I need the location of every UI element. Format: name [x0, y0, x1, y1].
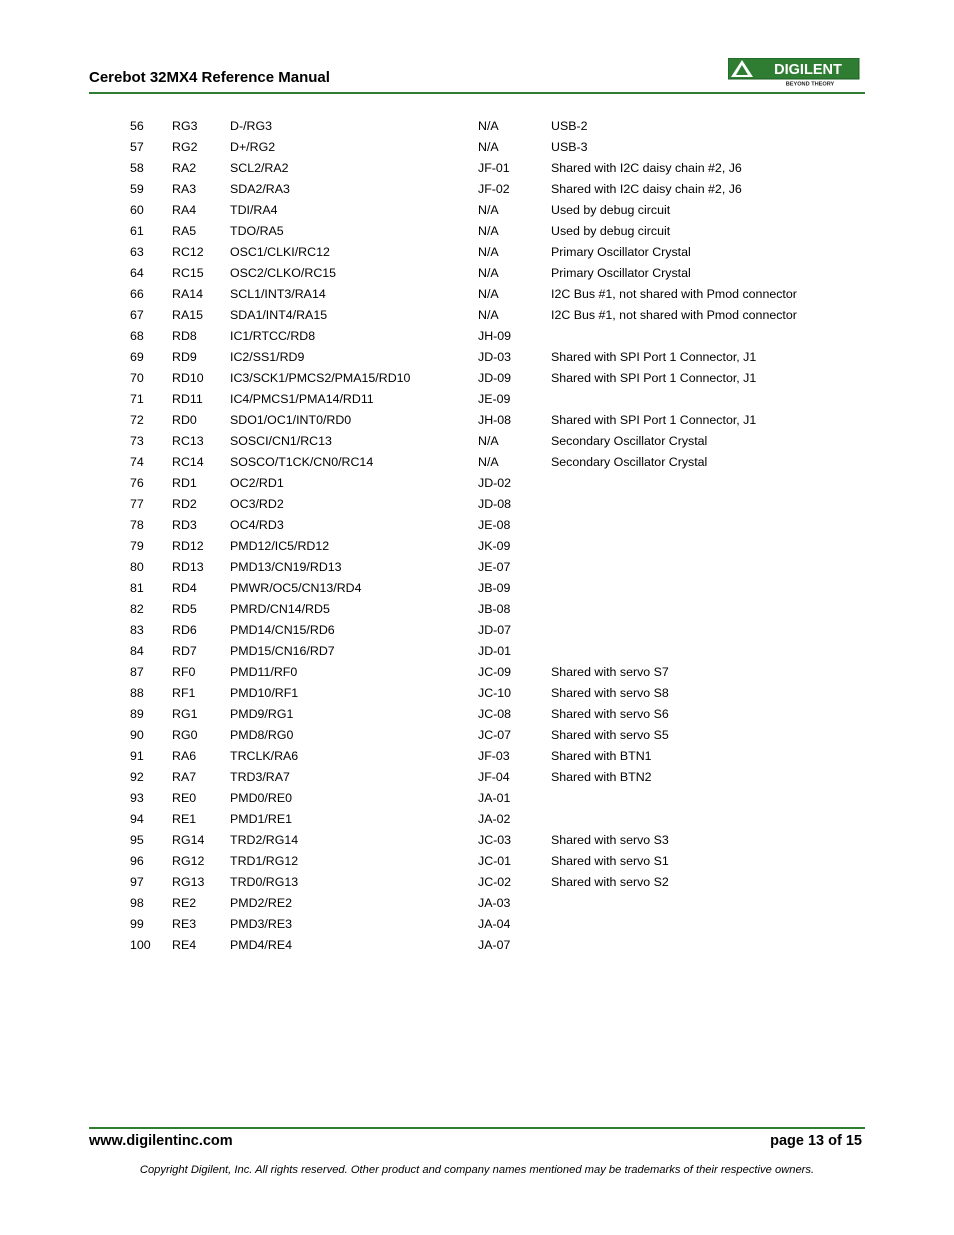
pin-function-cell: PMRD/CN14/RD5	[230, 601, 330, 616]
connector-pin-cell: N/A	[478, 265, 499, 280]
pin-function-cell: TDO/RA5	[230, 223, 284, 238]
pin-notes-cell: I2C Bus #1, not shared with Pmod connector	[551, 286, 797, 301]
table-row	[120, 367, 871, 388]
pin-number-cell: 99	[130, 916, 144, 931]
pin-number-cell: 96	[130, 853, 144, 868]
pin-notes-cell	[551, 787, 871, 808]
pin-function-cell: PMWR/OC5/CN13/RD4	[230, 580, 362, 595]
table-row	[120, 829, 871, 850]
port-name-cell: RD6	[172, 622, 197, 637]
pin-notes-cell: I2C Bus #1, not shared with Pmod connector	[551, 307, 797, 322]
connector-pin-cell: JA-01	[478, 790, 511, 805]
pin-notes-cell: Shared with SPI Port 1 Connector, J1	[551, 412, 757, 427]
table-row	[120, 451, 871, 472]
pin-table-body	[120, 115, 871, 955]
pin-function-cell: PMD8/RG0	[230, 727, 294, 742]
port-name-cell: RF0	[172, 664, 196, 679]
connector-pin-cell: JA-04	[478, 916, 511, 931]
table-row	[120, 472, 871, 493]
pin-number-cell: 72	[130, 412, 144, 427]
connector-pin-cell: JC-08	[478, 706, 512, 721]
port-name-cell: RD7	[172, 643, 197, 658]
port-name-cell: RD9	[172, 349, 197, 364]
pin-notes-cell	[551, 472, 871, 493]
pin-function-cell: SOSCO/T1CK/CN0/RC14	[230, 454, 374, 469]
connector-pin-cell: JF-01	[478, 160, 510, 175]
table-row	[120, 766, 871, 787]
pin-number-cell: 98	[130, 895, 144, 910]
pin-function-cell: PMD10/RF1	[230, 685, 299, 700]
pin-function-cell: PMD9/RG1	[230, 706, 294, 721]
table-row	[120, 199, 871, 220]
connector-pin-cell: JC-09	[478, 664, 512, 679]
pin-notes-cell: Used by debug circuit	[551, 202, 671, 217]
pin-number-cell: 56	[130, 118, 144, 133]
pin-number-cell: 94	[130, 811, 144, 826]
port-name-cell: RG3	[172, 118, 198, 133]
pin-number-cell: 64	[130, 265, 144, 280]
pin-number-cell: 100	[130, 937, 151, 952]
table-row	[120, 241, 871, 262]
pin-notes-cell	[551, 577, 871, 598]
pin-notes-cell: Secondary Oscillator Crystal	[551, 454, 708, 469]
page-number: page 13 of 15	[770, 1133, 862, 1149]
connector-pin-cell: JC-01	[478, 853, 512, 868]
pin-function-cell: D+/RG2	[230, 139, 276, 154]
connector-pin-cell: N/A	[478, 433, 499, 448]
pin-notes-cell	[551, 493, 871, 514]
pin-number-cell: 76	[130, 475, 144, 490]
table-row	[120, 913, 871, 934]
pin-function-cell: D-/RG3	[230, 118, 272, 133]
connector-pin-cell: JC-03	[478, 832, 512, 847]
connector-pin-cell: JB-09	[478, 580, 511, 595]
pin-notes-cell: Shared with servo S6	[551, 706, 669, 721]
connector-pin-cell: JD-09	[478, 370, 512, 385]
table-row	[120, 871, 871, 892]
pin-notes-cell: Secondary Oscillator Crystal	[551, 433, 708, 448]
port-name-cell: RA6	[172, 748, 197, 763]
pin-function-cell: SCL2/RA2	[230, 160, 289, 175]
table-row	[120, 388, 871, 409]
pin-number-cell: 88	[130, 685, 144, 700]
table-row	[120, 346, 871, 367]
pin-notes-cell	[551, 892, 871, 913]
connector-pin-cell: JD-08	[478, 496, 512, 511]
port-name-cell: RD5	[172, 601, 197, 616]
pin-number-cell: 92	[130, 769, 144, 784]
connector-pin-cell: JK-09	[478, 538, 511, 553]
pin-function-cell: OC3/RD2	[230, 496, 284, 511]
port-name-cell: RE0	[172, 790, 197, 805]
port-name-cell: RA14	[172, 286, 203, 301]
pin-number-cell: 57	[130, 139, 144, 154]
pin-number-cell: 79	[130, 538, 144, 553]
pin-function-cell: IC3/SCK1/PMCS2/PMA15/RD10	[230, 370, 411, 385]
digilent-logo	[728, 58, 860, 88]
pin-function-cell: IC1/RTCC/RD8	[230, 328, 316, 343]
pin-number-cell: 80	[130, 559, 144, 574]
connector-pin-cell: JD-03	[478, 349, 512, 364]
pin-notes-cell	[551, 598, 871, 619]
pin-number-cell: 68	[130, 328, 144, 343]
pin-notes-cell: Shared with BTN1	[551, 748, 652, 763]
connector-pin-cell: N/A	[478, 118, 499, 133]
connector-pin-cell: N/A	[478, 244, 499, 259]
table-row	[120, 808, 871, 829]
port-name-cell: RD2	[172, 496, 197, 511]
port-name-cell: RA7	[172, 769, 197, 784]
pin-number-cell: 73	[130, 433, 144, 448]
port-name-cell: RC15	[172, 265, 204, 280]
pin-notes-cell: USB-2	[551, 118, 588, 133]
table-row	[120, 178, 871, 199]
connector-pin-cell: JB-08	[478, 601, 511, 616]
table-row	[120, 892, 871, 913]
port-name-cell: RD1	[172, 475, 197, 490]
table-row	[120, 724, 871, 745]
connector-pin-cell: JH-08	[478, 412, 512, 427]
pin-function-cell: PMD0/RE0	[230, 790, 292, 805]
pin-function-cell: SCL1/INT3/RA14	[230, 286, 326, 301]
pin-number-cell: 66	[130, 286, 144, 301]
port-name-cell: RE1	[172, 811, 197, 826]
table-row	[120, 745, 871, 766]
pin-function-cell: OSC1/CLKI/RC12	[230, 244, 330, 259]
pin-function-cell: TRD2/RG14	[230, 832, 299, 847]
pin-notes-cell	[551, 325, 871, 346]
pin-notes-cell: Shared with servo S2	[551, 874, 669, 889]
connector-pin-cell: JA-07	[478, 937, 511, 952]
connector-pin-cell: JD-02	[478, 475, 512, 490]
table-row	[120, 535, 871, 556]
pin-notes-cell: Shared with servo S1	[551, 853, 669, 868]
table-row	[120, 409, 871, 430]
port-name-cell: RD10	[172, 370, 204, 385]
pin-function-cell: OC2/RD1	[230, 475, 284, 490]
port-name-cell: RG1	[172, 706, 198, 721]
port-name-cell: RD0	[172, 412, 197, 427]
connector-pin-cell: JF-03	[478, 748, 510, 763]
pin-number-cell: 90	[130, 727, 144, 742]
port-name-cell: RD8	[172, 328, 197, 343]
pin-function-cell: PMD4/RE4	[230, 937, 292, 952]
pin-function-cell: SOSCI/CN1/RC13	[230, 433, 332, 448]
pin-number-cell: 63	[130, 244, 144, 259]
pin-number-cell: 67	[130, 307, 144, 322]
table-row	[120, 787, 871, 808]
connector-pin-cell: JF-02	[478, 181, 510, 196]
connector-pin-cell: N/A	[478, 307, 499, 322]
header-divider	[89, 92, 865, 94]
pin-number-cell: 78	[130, 517, 144, 532]
pin-notes-cell	[551, 808, 871, 829]
table-row	[120, 640, 871, 661]
pin-function-cell: PMD1/RE1	[230, 811, 292, 826]
connector-pin-cell: JD-01	[478, 643, 512, 658]
table-row	[120, 325, 871, 346]
pin-function-cell: PMD2/RE2	[230, 895, 292, 910]
pin-notes-cell: Used by debug circuit	[551, 223, 671, 238]
pin-notes-cell: Primary Oscillator Crystal	[551, 244, 691, 259]
table-row	[120, 304, 871, 325]
port-name-cell: RD12	[172, 538, 204, 553]
port-name-cell: RA5	[172, 223, 197, 238]
pin-notes-cell: Shared with SPI Port 1 Connector, J1	[551, 370, 757, 385]
port-name-cell: RC14	[172, 454, 204, 469]
connector-pin-cell: JA-03	[478, 895, 511, 910]
pin-notes-cell: Shared with BTN2	[551, 769, 652, 784]
table-row	[120, 115, 871, 136]
digilent-triangle-icon	[728, 58, 860, 88]
pin-function-cell: SDO1/OC1/INT0/RD0	[230, 412, 352, 427]
pin-notes-cell: Shared with servo S5	[551, 727, 669, 742]
pin-function-cell: TRD1/RG12	[230, 853, 299, 868]
table-row	[120, 619, 871, 640]
port-name-cell: RC13	[172, 433, 204, 448]
pin-number-cell: 61	[130, 223, 144, 238]
pin-notes-cell	[551, 535, 871, 556]
footer-website: www.digilentinc.com	[89, 1133, 233, 1149]
connector-pin-cell: JE-08	[478, 517, 511, 532]
table-row	[120, 157, 871, 178]
connector-pin-cell: JA-02	[478, 811, 511, 826]
pin-number-cell: 69	[130, 349, 144, 364]
pin-notes-cell: Shared with I2C daisy chain #2, J6	[551, 181, 742, 196]
pin-function-cell: PMD11/RF0	[230, 664, 298, 679]
footer-divider	[89, 1127, 865, 1129]
table-row	[120, 850, 871, 871]
table-row	[120, 514, 871, 535]
pin-number-cell: 97	[130, 874, 144, 889]
pin-function-cell: SDA2/RA3	[230, 181, 290, 196]
table-row	[120, 493, 871, 514]
pin-number-cell: 84	[130, 643, 144, 658]
port-name-cell: RD3	[172, 517, 197, 532]
pin-number-cell: 91	[130, 748, 144, 763]
pin-function-cell: OC4/RD3	[230, 517, 284, 532]
connector-pin-cell: N/A	[478, 223, 499, 238]
connector-pin-cell: JC-10	[478, 685, 512, 700]
pin-notes-cell: Shared with servo S8	[551, 685, 669, 700]
port-name-cell: RD4	[172, 580, 197, 595]
pin-notes-cell	[551, 934, 871, 955]
table-row	[120, 262, 871, 283]
port-name-cell: RA3	[172, 181, 197, 196]
pin-function-cell: IC2/SS1/RD9	[230, 349, 305, 364]
pin-number-cell: 95	[130, 832, 144, 847]
pin-function-cell: TRD0/RG13	[230, 874, 299, 889]
pin-number-cell: 74	[130, 454, 144, 469]
table-row	[120, 682, 871, 703]
port-name-cell: RD13	[172, 559, 204, 574]
table-row	[120, 136, 871, 157]
connector-pin-cell: N/A	[478, 286, 499, 301]
pin-notes-cell	[551, 619, 871, 640]
port-name-cell: RC12	[172, 244, 204, 259]
port-name-cell: RD11	[172, 391, 203, 406]
copyright-notice: Copyright Digilent, Inc. All rights reserved. Other product and company names mentioned may be trademarks of their respective owners.	[139, 1164, 815, 1176]
port-name-cell: RG0	[172, 727, 198, 742]
connector-pin-cell: JE-09	[478, 391, 511, 406]
pin-notes-cell	[551, 640, 871, 661]
pin-number-cell: 70	[130, 370, 144, 385]
pin-function-cell: PMD15/CN16/RD7	[230, 643, 335, 658]
connector-pin-cell: JF-04	[478, 769, 510, 784]
document-title: Cerebot 32MX4 Reference Manual	[89, 69, 330, 86]
pin-number-cell: 77	[130, 496, 144, 511]
connector-pin-cell: JC-02	[478, 874, 512, 889]
pin-number-cell: 89	[130, 706, 144, 721]
table-row	[120, 283, 871, 304]
pin-number-cell: 82	[130, 601, 144, 616]
table-row	[120, 220, 871, 241]
pin-function-cell: OSC2/CLKO/RC15	[230, 265, 337, 280]
port-name-cell: RE4	[172, 937, 197, 952]
pin-function-cell: IC4/PMCS1/PMA14/RD11	[230, 391, 374, 406]
connector-pin-cell: N/A	[478, 454, 499, 469]
port-name-cell: RA15	[172, 307, 203, 322]
pin-notes-cell	[551, 913, 871, 934]
pin-notes-cell	[551, 556, 871, 577]
port-name-cell: RA2	[172, 160, 197, 175]
port-name-cell: RE2	[172, 895, 197, 910]
table-row	[120, 703, 871, 724]
table-row	[120, 556, 871, 577]
pin-function-cell: TDI/RA4	[230, 202, 278, 217]
port-name-cell: RF1	[172, 685, 196, 700]
pin-table	[120, 115, 871, 955]
connector-pin-cell: N/A	[478, 202, 499, 217]
pin-number-cell: 59	[130, 181, 144, 196]
connector-pin-cell: JC-07	[478, 727, 512, 742]
pin-function-cell: PMD13/CN19/RD13	[230, 559, 342, 574]
port-name-cell: RG2	[172, 139, 198, 154]
pin-function-cell: PMD3/RE3	[230, 916, 292, 931]
table-row	[120, 661, 871, 682]
connector-pin-cell: JD-07	[478, 622, 512, 637]
pin-notes-cell	[551, 388, 871, 409]
pin-function-cell: TRCLK/RA6	[230, 748, 299, 763]
connector-pin-cell: JH-09	[478, 328, 512, 343]
pin-function-cell: PMD14/CN15/RD6	[230, 622, 335, 637]
connector-pin-cell: N/A	[478, 139, 499, 154]
table-row	[120, 934, 871, 955]
port-name-cell: RE3	[172, 916, 197, 931]
pin-notes-cell: Shared with servo S3	[551, 832, 669, 847]
pin-function-cell: PMD12/IC5/RD12	[230, 538, 330, 553]
port-name-cell: RG13	[172, 874, 205, 889]
table-row	[120, 577, 871, 598]
pin-number-cell: 58	[130, 160, 144, 175]
pin-notes-cell	[551, 514, 871, 535]
pin-function-cell: TRD3/RA7	[230, 769, 290, 784]
pin-notes-cell: Shared with servo S7	[551, 664, 669, 679]
pin-notes-cell: Shared with I2C daisy chain #2, J6	[551, 160, 742, 175]
table-row	[120, 598, 871, 619]
port-name-cell: RG14	[172, 832, 205, 847]
port-name-cell: RA4	[172, 202, 197, 217]
pin-notes-cell: Shared with SPI Port 1 Connector, J1	[551, 349, 757, 364]
logo-tagline-text: BEYOND THEORY	[785, 81, 835, 88]
pin-number-cell: 71	[130, 391, 144, 406]
port-name-cell: RG12	[172, 853, 205, 868]
pin-number-cell: 83	[130, 622, 144, 637]
pin-number-cell: 81	[130, 580, 144, 595]
pin-number-cell: 87	[130, 664, 144, 679]
table-row	[120, 430, 871, 451]
pin-notes-cell: Primary Oscillator Crystal	[551, 265, 691, 280]
logo-brand-text: DIGILENT	[774, 62, 842, 78]
pin-number-cell: 93	[130, 790, 144, 805]
pin-number-cell: 60	[130, 202, 144, 217]
pin-function-cell: SDA1/INT4/RA15	[230, 307, 328, 322]
pin-notes-cell: USB-3	[551, 139, 588, 154]
connector-pin-cell: JE-07	[478, 559, 511, 574]
